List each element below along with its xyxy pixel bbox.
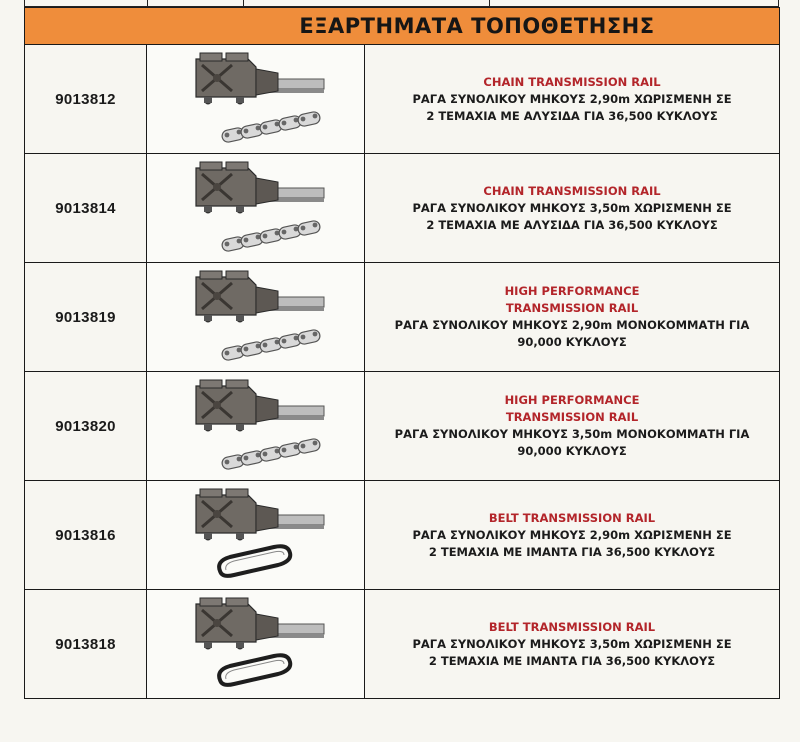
- table-header-row: [25, 8, 780, 45]
- product-description: ΡΑΓΑ ΣΥΝΟΛΙΚΟΥ ΜΗΚΟΥΣ 2,90m ΧΩΡΙΣΜΕΝΗ ΣΕ 2 ΤΕΜΑΧΙΑ ΜΕ ΙΜΑΝΤΑ ΓΙΑ 36,500 ΚΥΚΛΟΥΣ: [412, 527, 732, 559]
- chain-rail-image: [186, 269, 326, 365]
- belt-illustration: [219, 655, 290, 685]
- chain-rail-image: [186, 51, 326, 147]
- product-title: HIGH PERFORMANCE TRANSMISSION RAIL: [504, 284, 640, 315]
- chain-rail-image: [186, 160, 326, 256]
- product-description: ΡΑΓΑ ΣΥΝΟΛΙΚΟΥ ΜΗΚΟΥΣ 2,90m ΧΩΡΙΣΜΕΝΗ ΣΕ 2 ΤΕΜΑΧΙΑ ΜΕ ΑΛΥΣΙΔΑ ΓΙΑ 36,500 ΚΥΚΛΟΥΣ: [412, 91, 732, 123]
- product-description: ΡΑΓΑ ΣΥΝΟΛΙΚΟΥ ΜΗΚΟΥΣ 3,50m ΧΩΡΙΣΜΕΝΗ ΣΕ 2 ΤΕΜΑΧΙΑ ΜΕ ΙΜΑΝΤΑ ΓΙΑ 36,500 ΚΥΚΛΟΥΣ: [412, 636, 732, 668]
- table-row: [25, 154, 780, 263]
- table-row: [25, 590, 780, 699]
- product-title: BELT TRANSMISSION RAIL: [488, 510, 656, 525]
- page-title: ΕΞΑΡΤΗΜΑΤΑ ΤΟΠΟΘΕΤΗΣΗΣ: [299, 14, 655, 38]
- belt-rail-image: [186, 596, 326, 692]
- top-table-border: [24, 0, 779, 7]
- table-row: [25, 481, 780, 590]
- product-code: 9013816: [25, 481, 147, 590]
- product-description: ΡΑΓΑ ΣΥΝΟΛΙΚΟΥ ΜΗΚΟΥΣ 3,50m ΜΟΝΟΚΟΜΜΑΤΗ ΓΙΑ 90,000 ΚΥΚΛΟΥΣ: [394, 427, 750, 458]
- product-description: ΡΑΓΑ ΣΥΝΟΛΙΚΟΥ ΜΗΚΟΥΣ 2,90m ΜΟΝΟΚΟΜΜΑΤΗ ΓΙΑ 90,000 ΚΥΚΛΟΥΣ: [394, 318, 750, 349]
- rail-carriage: [196, 162, 324, 214]
- chain-illustration: [220, 329, 320, 361]
- product-title: HIGH PERFORMANCE TRANSMISSION RAIL: [504, 393, 640, 424]
- rail-carriage: [196, 598, 324, 650]
- rail-carriage: [196, 489, 324, 541]
- product-description-cell: [365, 481, 780, 590]
- product-description-cell: [365, 590, 780, 699]
- product-code: 9013814: [25, 154, 147, 263]
- product-description-cell: [365, 154, 780, 263]
- table-row: [25, 45, 780, 154]
- product-description-cell: [365, 263, 780, 372]
- product-image-cell: [147, 372, 365, 481]
- product-description-cell: [365, 372, 780, 481]
- belt-illustration: [219, 546, 290, 576]
- table-row: [25, 372, 780, 481]
- chain-rail-image: [186, 378, 326, 474]
- product-code: 9013818: [25, 590, 147, 699]
- product-image-cell: [147, 481, 365, 590]
- rail-carriage: [196, 380, 324, 432]
- rail-carriage: [196, 53, 324, 105]
- product-image-cell: [147, 45, 365, 154]
- chain-illustration: [220, 220, 320, 252]
- product-title: BELT TRANSMISSION RAIL: [488, 619, 656, 634]
- product-image-cell: [147, 263, 365, 372]
- chain-illustration: [220, 438, 320, 470]
- product-title: CHAIN TRANSMISSION RAIL: [483, 183, 661, 198]
- product-code: 9013812: [25, 45, 147, 154]
- accessories-table: [24, 7, 780, 699]
- product-code: 9013820: [25, 372, 147, 481]
- product-description-cell: [365, 45, 780, 154]
- product-title: CHAIN TRANSMISSION RAIL: [483, 74, 661, 89]
- header-cell: [25, 8, 780, 45]
- table-row: [25, 263, 780, 372]
- product-code: 9013819: [25, 263, 147, 372]
- product-image-cell: [147, 590, 365, 699]
- rail-carriage: [196, 271, 324, 323]
- product-image-cell: [147, 154, 365, 263]
- product-description: ΡΑΓΑ ΣΥΝΟΛΙΚΟΥ ΜΗΚΟΥΣ 3,50m ΧΩΡΙΣΜΕΝΗ ΣΕ 2 ΤΕΜΑΧΙΑ ΜΕ ΑΛΥΣΙΔΑ ΓΙΑ 36,500 ΚΥΚΛΟΥΣ: [412, 200, 732, 232]
- chain-illustration: [220, 111, 320, 143]
- belt-rail-image: [186, 487, 326, 583]
